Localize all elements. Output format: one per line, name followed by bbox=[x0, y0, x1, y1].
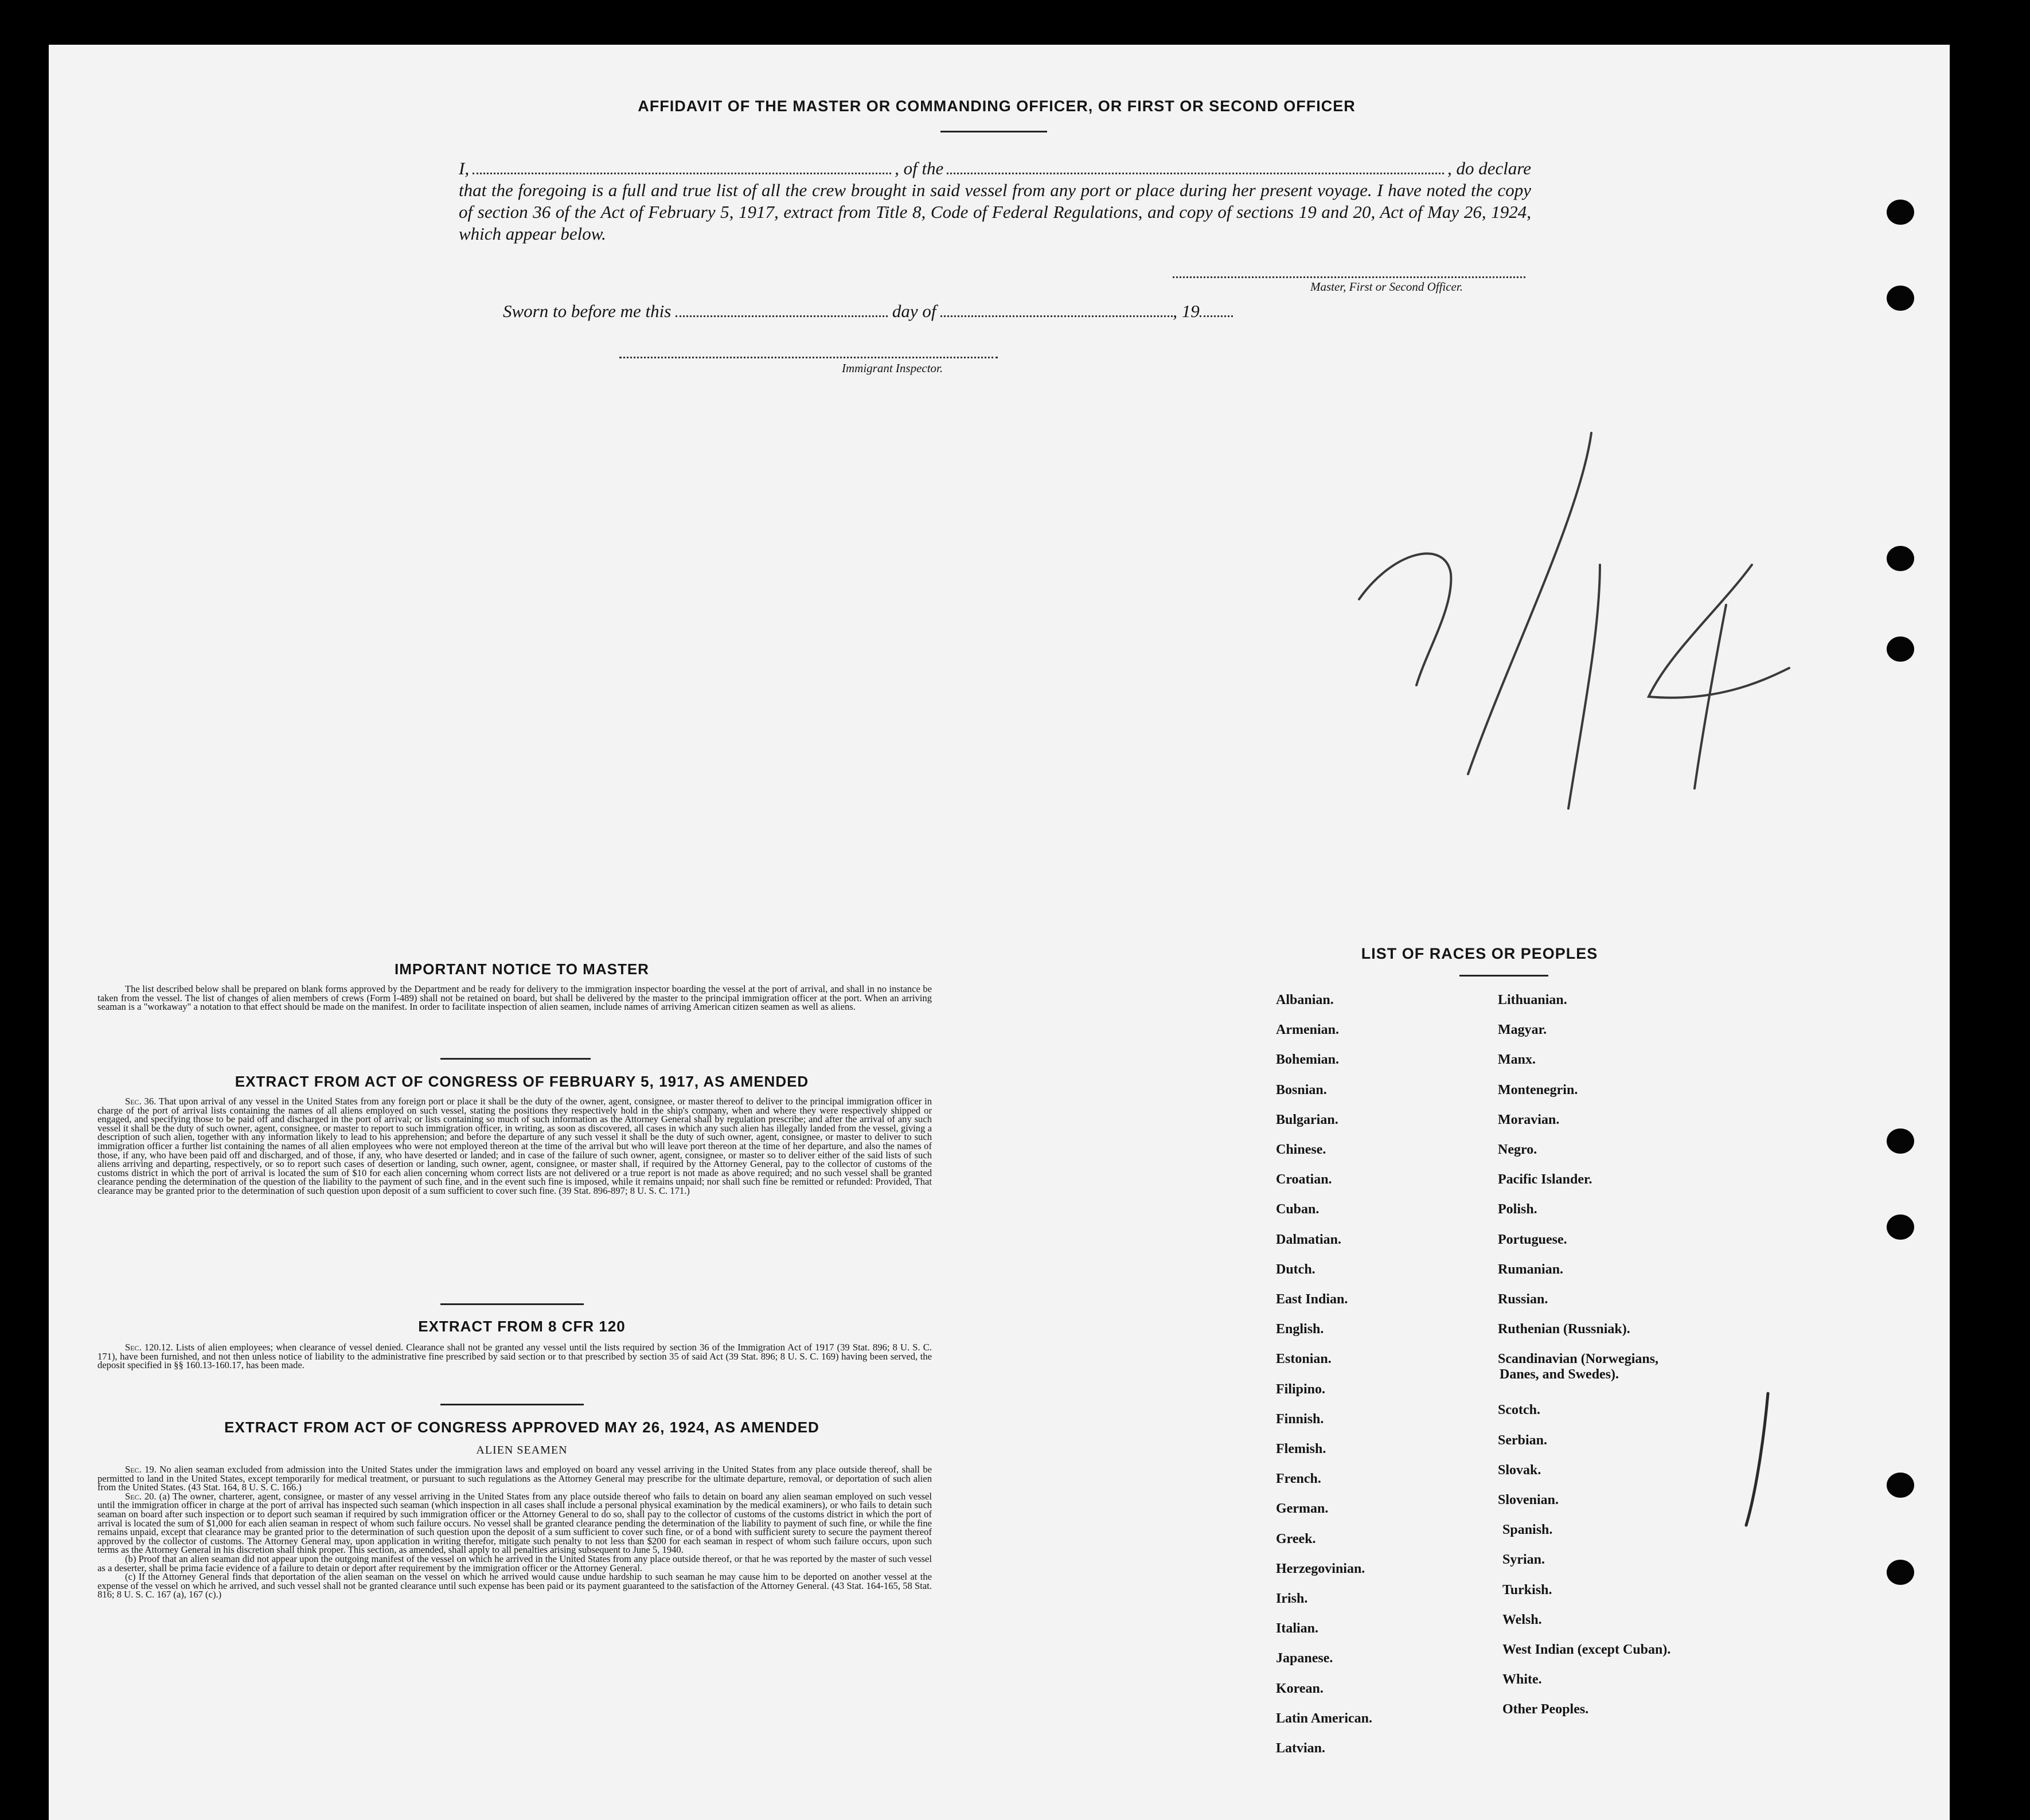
race-item: Montenegrin. bbox=[1498, 1082, 1578, 1098]
master-signature-caption: Master, First or Second Officer. bbox=[1310, 280, 1463, 294]
sec-120-text: Lists of alien employees; when clearance of vessel denied. Clearance shall not be granted any vessel until the lists required by section 36 of the Immigration Act of 1917 (39 Stat. 896; 8 U. S. C. 171), have been furnished, and not then unless notice of liability to the administrative fine prescribed by said section or to that prescribed by section 35 of said Act (39 Stat. 896; 8 U. S. C. 169) having been served, the deposit specified in §§ 160.13-160.17, has been made. bbox=[97, 1342, 932, 1371]
sec-19-label: Sec. 19. bbox=[125, 1464, 157, 1475]
extract-1917-title: EXTRACT FROM ACT OF CONGRESS OF FEBRUARY 5, 1917, AS AMENDED bbox=[235, 1073, 809, 1090]
sec-20-label: Sec. 20. bbox=[125, 1490, 157, 1502]
extract-1924-title: EXTRACT FROM ACT OF CONGRESS APPROVED MAY 26, 1924, AS AMENDED bbox=[224, 1419, 819, 1436]
notice-title: IMPORTANT NOTICE TO MASTER bbox=[395, 960, 649, 978]
race-item: Scotch. bbox=[1498, 1403, 1540, 1418]
race-item: Herzegovinian. bbox=[1276, 1561, 1365, 1576]
binder-hole bbox=[1887, 1473, 1914, 1498]
race-item: Latvian. bbox=[1276, 1741, 1326, 1756]
alien-seamen-subtitle: ALIEN SEAMEN bbox=[476, 1444, 568, 1456]
of-the-label: , of the bbox=[895, 158, 944, 178]
binder-hole bbox=[1887, 286, 1914, 311]
binder-hole bbox=[1887, 1128, 1914, 1154]
race-item: Welsh. bbox=[1502, 1612, 1542, 1627]
sec-20b-text: (b) Proof that an alien seaman did not appear upon the outgoing manifest of the vessel on which he arrived in the United States from any place outside thereof, or that he was reported by the master of such vessel as a deserter, shall be prima facie evidence of a failure to detain or deport after requirement by the immigration officer or the Attorney General. bbox=[97, 1553, 932, 1573]
race-item: Ruthenian (Russniak). bbox=[1498, 1322, 1630, 1337]
races-title: LIST OF RACES OR PEOPLES bbox=[1361, 945, 1598, 962]
race-item: Armenian. bbox=[1276, 1022, 1339, 1038]
race-item: Irish. bbox=[1276, 1591, 1308, 1606]
race-item: Greek. bbox=[1276, 1531, 1316, 1546]
race-item: Dutch. bbox=[1276, 1261, 1315, 1277]
race-item: Italian. bbox=[1276, 1621, 1319, 1637]
affidavit-body: that the foregoing is a full and true list of all the crew brought in said vessel from any port or place during her present voyage. I have noted the copy of section 36 of the Act of February 5, 1917, extract from Title 8, Code of Federal Regulations, and copy of sections 19 and 20, Act of May 26, 1924, which appear below. bbox=[459, 180, 1531, 244]
race-item: Croatian. bbox=[1276, 1172, 1332, 1188]
races-title-rule bbox=[1459, 975, 1548, 977]
sec-36-label: Sec. 36. bbox=[125, 1096, 157, 1107]
binder-hole bbox=[1887, 200, 1914, 225]
race-item: Other Peoples. bbox=[1502, 1702, 1589, 1717]
binder-hole bbox=[1887, 546, 1914, 571]
day-of-label: day of bbox=[892, 301, 936, 321]
race-item: Syrian. bbox=[1502, 1552, 1545, 1568]
race-item: German. bbox=[1276, 1501, 1329, 1517]
race-item: Chinese. bbox=[1276, 1142, 1326, 1157]
race-item: Filipino. bbox=[1276, 1381, 1326, 1397]
race-item: Flemish. bbox=[1276, 1442, 1326, 1456]
race-item: Polish. bbox=[1498, 1202, 1537, 1217]
race-item: Magyar. bbox=[1498, 1022, 1547, 1038]
race-item: Pacific Islander. bbox=[1498, 1172, 1592, 1188]
do-declare-label: , do declare bbox=[1447, 158, 1531, 178]
race-item: Rumanian. bbox=[1498, 1261, 1564, 1277]
race-item: English. bbox=[1276, 1322, 1324, 1337]
sec-20a-text: (a) The owner, charterer, agent, consignee, or master of any vessel arriving in the United States from any place outside thereof who fails to detain on board any alien seaman employed on such vessel until the immigration officer in charge at the port of arrival has inspected such seaman (which inspection in all cases shall include a personal physical examination by the medical examiners), or who fails to detain such seaman on board after such inspection or to deport such seaman if required by such immigration officer or the Attorney General to do so, shall pay to the collector of customs of the customs district in which the port of arrival is located the sum of $1,000 for each alien seaman in respect of whom such failure occurs. No vessel shall be granted clearance pending the determination of the liability to payment of such fine, or while the fine remains unpaid, except that clearance may be granted prior to the determination of such question upon the deposit of a sum sufficient to cover such fine, or of a bond with sufficient surety to secure the payment thereof approved by the collector of customs. The Attorney General may, upon application in writing therefor, mitigate such penalty to not less than $200 for each seaman in respect of whom such failure occurs, upon such terms as the Attorney General in his discretion shall think proper. This section, as amended, shall apply to all penalties arising subsequent to June 5, 1940. bbox=[97, 1490, 932, 1556]
race-item: Manx. bbox=[1498, 1052, 1536, 1068]
affidavit-title: AFFIDAVIT OF THE MASTER OR COMMANDING OFFICER, OR FIRST OR SECOND OFFICER bbox=[638, 97, 1356, 115]
race-item: Negro. bbox=[1498, 1142, 1537, 1157]
sec-120-label: Sec. 120.12. bbox=[125, 1342, 173, 1353]
race-item: Danes, and Swedes). bbox=[1500, 1367, 1619, 1382]
race-item: White. bbox=[1502, 1672, 1542, 1688]
race-item: Estonian. bbox=[1276, 1352, 1332, 1367]
extract-cfr-title: EXTRACT FROM 8 CFR 120 bbox=[418, 1318, 626, 1335]
sec-19-text: No alien seaman excluded from admission into the United States under the immigration laws and employed on board any vessel arriving in the United States from any place outside thereof, shall be permitted to land in the United States, except temporarily for medical treatment, or pursuant to such regulations as the Attorney General may prescribe for the ultimate departure, removal, or deportation of such alien from the United States. (43 Stat. 164, 8 U. S. C. 166.) bbox=[97, 1464, 932, 1493]
race-item: Lithuanian. bbox=[1498, 993, 1567, 1007]
divider bbox=[440, 1303, 584, 1305]
race-item: Finnish. bbox=[1276, 1411, 1324, 1427]
sec-20c-text: (c) If the Attorney General finds that deportation of the alien seaman on the vessel on which he arrived would cause undue hardship to such seaman he may cause him to be deported on another vessel at the expense of the vessel on which he arrived, and such vessel shall not be granted clearance until such expense has been paid or its payment guaranteed to the satisfaction of the Attorney General. (43 Stat. 164-165, 58 Stat. 816; 8 U. S. C. 167 (a), 167 (c).) bbox=[97, 1571, 932, 1600]
binder-hole bbox=[1887, 1560, 1914, 1585]
year-label: , 19 bbox=[1173, 301, 1200, 321]
notice-text bbox=[97, 985, 932, 1011]
race-item: Dalmatian. bbox=[1276, 1232, 1341, 1247]
binder-hole bbox=[1887, 1214, 1914, 1240]
race-item: Portuguese. bbox=[1498, 1232, 1567, 1247]
race-item: East Indian. bbox=[1276, 1292, 1348, 1307]
race-item: Serbian. bbox=[1498, 1432, 1548, 1448]
sworn-label: Sworn to before me this bbox=[503, 301, 672, 321]
race-item: Japanese. bbox=[1276, 1651, 1333, 1666]
notice-paragraph: The list described below shall be prepared on blank forms approved by the Department and be ready for delivery to the immigration inspector boarding the vessel at the port of arrival, and shall in no instance be taken from the vessel. The list of changes of alien members of crews (Form I-489) shall not be retained on board, but shall be delivered by the master to the principal immigration officer at the port. When an arriving seaman is a "workaway" a notation to that effect should be made on the manifest. In order to facilitate inspection of alien seamen, include names of arriving American citizen seamen as well as aliens. bbox=[97, 983, 932, 1013]
sec-36-text: That upon arrival of any vessel in the United States from any foreign port or place it shall be the duty of the owner, agent, consignee, or master thereof to deliver to the principal immigration officer in charge of the port of arrival lists containing the names of all aliens employed on such vessel, stating the positions they respectively hold in the ship's company, when and where they were respectively shipped or engaged, and specifying those to be paid off and discharged in the port of arrival; or lists containing so much of such information as the Attorney General shall by regulation prescribe; and after the arrival of any such vessel it shall be the duty of such owner, agent, consignee, or master to report to such immigration officer, in writing, as soon as discovered, all cases in which any such alien has illegally landed from the vessel, giving a description of such alien, together with any information likely to lead to his apprehension; and before the departure of any such vessel it shall be the duty of such owner, agent, consignee, or master to deliver to such immigration officer a further list containing the names of all alien employees who were not employed thereon at the time of the arrival but who will leave port thereon at the time of her departure, and also the names of those, if any, who have been paid off and discharged, and of those, if any, who have deserted or landed; and in case of the failure of such owner, agent, consignee, or master so to deliver either of the said lists of such aliens arriving and departing, respectively, or so to report such cases of desertion or landing, such owner, agent, consignee, or master shall, if required by the Attorney General, pay to the collector of customs of the customs district in which the port of arrival is located the sum of $10 for each alien concerning whom correct lists are not delivered or a true report is not made as above required; and no such vessel shall be granted clearance pending the determination of the question of the liability to the payment of such fine, and in the event such fine is imposed, while it remains unpaid; nor shall such fine be remitted or refunded: Provided, That clearance may be granted prior to the determination of such question upon deposit of a sum sufficient to cover such fine. (39 Stat. 896-897; 8 U. S. C. 171.) bbox=[97, 1096, 932, 1196]
race-item: Cuban. bbox=[1276, 1202, 1320, 1217]
race-item: Albanian. bbox=[1276, 993, 1334, 1007]
i-label: I, bbox=[459, 158, 470, 178]
binder-hole bbox=[1887, 636, 1914, 662]
race-item: Slovenian. bbox=[1498, 1493, 1559, 1507]
race-item: Latin American. bbox=[1276, 1710, 1372, 1726]
extract-cfr-text bbox=[97, 1343, 932, 1370]
race-item: Bohemian. bbox=[1276, 1052, 1340, 1068]
divider bbox=[440, 1058, 591, 1060]
race-item: Spanish. bbox=[1502, 1522, 1553, 1538]
race-item: Slovak. bbox=[1498, 1462, 1541, 1478]
extract-1924-text bbox=[97, 1465, 932, 1599]
divider bbox=[440, 1404, 584, 1405]
extract-1917-text bbox=[97, 1097, 932, 1196]
inspector-caption: Immigrant Inspector. bbox=[842, 361, 943, 375]
race-item: Moravian. bbox=[1498, 1112, 1560, 1127]
race-item: French. bbox=[1276, 1471, 1321, 1487]
race-item: Turkish. bbox=[1502, 1582, 1552, 1598]
race-item: Scandinavian (Norwegians, bbox=[1498, 1352, 1659, 1367]
race-item: West Indian (except Cuban). bbox=[1502, 1642, 1671, 1657]
race-item: Korean. bbox=[1276, 1681, 1324, 1696]
race-item: Russian. bbox=[1498, 1292, 1548, 1307]
race-item: Bosnian. bbox=[1276, 1082, 1327, 1098]
race-item: Bulgarian. bbox=[1276, 1112, 1338, 1127]
